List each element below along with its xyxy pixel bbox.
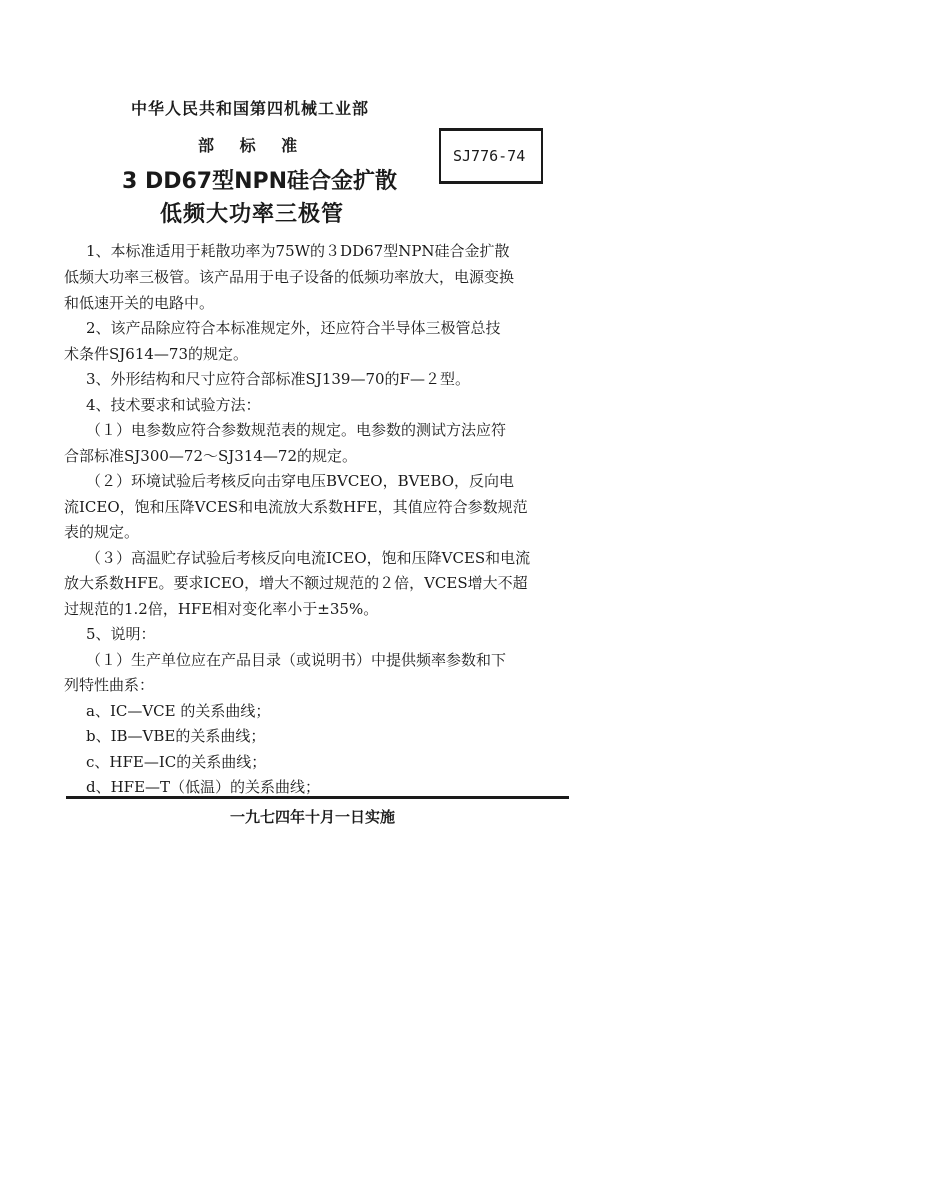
body-line: 和低速开关的电路中。 [64, 294, 215, 312]
effective-date: 一九七四年十月一日实施 [230, 808, 396, 826]
body-line: （１）电参数应符合参数规范表的规定。电参数的测试方法应符 [86, 421, 507, 439]
body-line: c、HFE—IC的关系曲线； [86, 753, 267, 771]
body-line: 表的规定。 [64, 523, 140, 541]
body-line: d、HFE—T（低温）的关系曲线； [86, 778, 321, 796]
body-line: 4、技术要求和试验方法： [86, 396, 261, 414]
body-line: 2、该产品除应符合本标准规定外，还应符合半导体三极管总技 [86, 319, 501, 337]
body-line: a、IC—VCE 的关系曲线； [86, 702, 271, 720]
document-title-line-2: 低频大功率三极管 [160, 202, 345, 227]
body-line: 流ICEO，饱和压降VCES和电流放大系数HFE，其值应符合参数规范 [64, 498, 528, 516]
body-line: 1、本标准适用于耗散功率为75W的３DD67型NPN硅合金扩散 [86, 242, 510, 260]
body-line: （２）环境试验后考核反向击穿电压BVCEO，BVEBO，反向电 [86, 472, 514, 490]
body-line: 放大系数HFE。要求ICEO，增大不额过规范的２倍，VCES增大不超 [64, 574, 528, 592]
document-title-line-1: 3 DD67型NPN硅合金扩散 [122, 169, 398, 194]
body-line: b、IB—VBE的关系曲线； [86, 727, 266, 745]
body-line: （１）生产单位应在产品目录（或说明书）中提供频率参数和下 [86, 651, 507, 669]
standard-code: SJ776-74 [453, 147, 526, 165]
body-line: （３）高温贮存试验后考核反向电流ICEO，饱和压降VCES和电流 [86, 549, 531, 567]
body-line: 合部标准SJ300—72～SJ314—72的规定。 [64, 447, 358, 465]
body-line: 3、外形结构和尺寸应符合部标准SJ139—70的F—２型。 [86, 370, 470, 388]
standard-type: 部 标 准 [198, 136, 298, 155]
body-line: 列特性曲系： [64, 676, 155, 694]
issuing-ministry: 中华人民共和国第四机械工业部 [131, 99, 370, 118]
body-line: 术条件SJ614—73的规定。 [64, 345, 249, 363]
footer-divider [66, 796, 569, 799]
body-line: 过规范的1.2倍，HFE相对变化率小于±35%。 [64, 600, 379, 618]
body-line: 5、说明： [86, 625, 156, 643]
body-line: 低频大功率三极管。该产品用于电子设备的低频功率放大，电源变换 [64, 268, 515, 286]
